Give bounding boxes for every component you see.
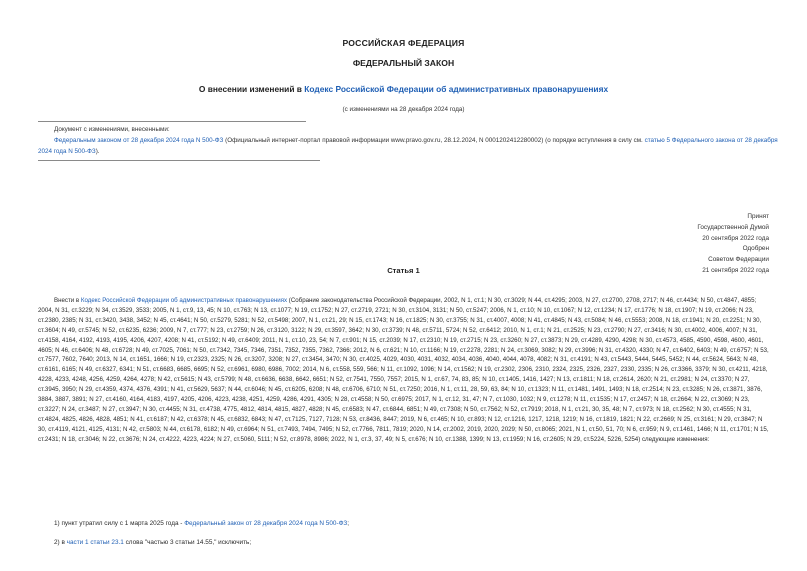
- law-title: [0, 84, 807, 94]
- amending-law-link[interactable]: Федеральным законом от 28 декабря 2024 года N 500-ФЗ: [54, 136, 224, 144]
- council-date: 21 сентября 2022 года: [702, 266, 769, 274]
- article-heading: Статья 1: [387, 266, 420, 275]
- country-heading: РОССИЙСКАЯ ФЕДЕРАЦИЯ: [342, 38, 465, 48]
- duma-date: 20 сентября 2022 года: [702, 234, 769, 242]
- article-intro: [38, 296, 770, 445]
- publication-info: (Официальный интернет-портал правовой информации www.pravo.gov.ru, 28.12.2024, N 0001202412280002) (о порядке вступления в силу см.: [223, 136, 645, 144]
- law-title-prefix: О внесении изменений в: [198, 84, 305, 94]
- article-intro-prefix: Внести в: [54, 297, 81, 304]
- changes-closing: ).: [95, 147, 100, 155]
- item-1: [38, 519, 794, 529]
- top-divider: [38, 121, 306, 122]
- article-citations: (Собрание законодательства Российской Федерации, 2002, N 1, ст.1; N 30, ст.3029; N 44, ст.4295; 2003, N 27, ст.2700, 2708, 2717; N 46, ст.4434; N 50, ст.4847, 4855; 2004, N 31, ст.3229; N 34, ст.3529, 3533; 2005, N 1, ст.9, 13, 45; N 10, ст.763; N 13, ст.1077; N 19, ст.1752; N 27, ст.2719, 2721; N 30, ст.3104, 3131; N 50, ст.5247; 2006, N 1, ст.10; N 10, ст.1067; N 12, ст.1234; N 17, ст.1776; N 18, ст.1907; N 19, ст.2066; N 23, ст.2380, 2385; N 31, ст.3420, 3438, 3452; N 45, ст.4641; N 50, ст.5279, 5281; N 52, ст.5498; 2007, N 1, ст.21, 29; N 15, ст.1743; N 16, ст.1825; N 30, ст.3755; N 31, ст.4007, 4008; N 41, ст.4845; N 43, ст.5084; N 46, ст.5553; 2008, N 18, ст.1941; N 20, ст.2251; N 30, ст.3604; N 49, ст.5745; N 52, ст.6235, 6236; 2009, N 7, ст.777; N 23, ст.2759; N 26, ст.3120, 3122; N 29, ст.3597, 3642; N 30, ст.3739; N 48, ст.5711, 5724; N 52, ст.6412; 2010, N 1, ст.1; N 21, ст.2525; N 23, ст.2790; N 27, ст.3416; N 30, ст.4002, 4006, 4007; N 31, ст.4158, 4164, 4192, 4193, 4195, 4206, 4207, 4208; N 41, ст.5192; N 49, ст.6409; 2011, N 1, ст.10, 23, 54; N 7, ст.901; N 15, ст.2039; N 17, ст.2310; N 19, ст.2715; N 23, ст.3260; N 27, ст.3873; N 29, ст.4289, 4290, 4298; N 30, ст.4573, 4585, 4590, 4598, 4600, 4601, 4605; N 46, ст.6406; N 48, ст.6728; N 49, ст.7025, 7061; N 50, ст.7342, 7345, 7346, 7351, 7352, 7355, 7362, 7366; 2012, N 6, ст.621; N 10, ст.1166; N 19, ст.2278, 2281; N 24, ст.3069, 3082; N 29, ст.3996; N 31, ст.4320, 4330; N 47, ст.6402, 6403; N 49, ст.6757; N 53, ст.7577, 7602, 7640; 2013, N 14, ст.1651, 1666; N 19, ст.2323, 2325; N 26, ст.3207, 3208; N 27, ст.3454, 3470; N 30, ст.4025, 4029, 4030, 4031, 4032, 4034, 4036, 4040, 4044, 4078, 4082; N 31, ст.4191; N 43, ст.5443, 5444, 5445, 5452; N 44, ст.5624, 5643; N 48, ст.6161, 6165; N 49, ст.6327, 6341; N 51, ст.6683, 6685, 6695; N 52, ст.6961, 6980, 6986, 7002; 2014, N 6, ст.558, 559, 566; N 11, ст.1092, 1096; N 14, ст.1562; N 19, ст.2302, 2306, 2310, 2324, 2325, 2326, 2327, 2330, 2335; N 26, ст.3366, 3379; N 30, ст.4211, 4218, 4228, 4233, 4248, 4256, 4259, 4264, 4278; N 42, ст.5615; N 43, ст.5799; N 48, ст.6636, 6638, 6642, 6651; N 52, ст.7541, 7550, 7557; 2015, N 1, ст.67, 74, 83, 85; N 10, ст.1405, 1416, 1427; N 13, ст.1811; N 18, ст.2614, 2620; N 21, ст.2981; N 24, ст.3370; N 27, ст.3945, 3950; N 29, ст.4359, 4374, 4376, 4391; N 41, ст.5629, 5637; N 44, ст.6046; N 45, ст.6205, 6208; N 48, ст.6706, 6710; N 51, ст.7250; 2016, N 1, ст.11, 28, 59, 63, 84; N 10, ст.1323; N 11, ст.1481, 1491, 1493; N 18, ст.2514; N 23, ст.3285; N 26, ст.3871, 3876, 3884, 3887, 3891; N 27, ст.4160, 4164, 4183, 4197, 4205, 4206, 4223, 4238, 4251, 4259, 4286, 4291, 4305; N 28, ст.4558; N 50, ст.6975; 2017, N 1, ст.12, 31, 47; N 7, ст.1030, 1032; N 9, ст.1278; N 11, ст.1535; N 17, ст.2457; N 18, ст.2664; N 22, ст.3069; N 23, ст.3227; N 24, ст.3487; N 27, ст.3947; N 30, ст.4455; N 31, ст.4738, 4775, 4812, 4814, 4815, 4827, 4828; N 45, ст.6583; N 47, ст.6844, 6851; N 49, ст.7308; N 50, ст.7562; N 52, ст.7919; 2018, N 1, ст.21, 30, 35, 48; N 7, ст.973; N 18, ст.2562; N 30, ст.4555; N 31, ст.4824, 4825, 4826, 4828, 4851; N 41, ст.6187; N 42, ст.6378; N 45, ст.6832, 6843; N 47, ст.7125, 7127, 7128; N 53, ст.8436, 8447; 2019, N 6, ст.465; N 10, ст.893; N 12, ст.1216, 1217, 1218, 1219; N 16, ст.1819, 1821; N 22, ст.2669; N 25, ст.3161; N 29, ст.3847; N 30, ст.4119, 4121, 4125, 4131; N 42, ст.5803; N 44, ст.6178, 6182; N 49, ст.6964; N 51, ст.7493, 7494, 7495; N 52, ст.7766, 7811, 7819; 2020, N 14, ст.2002, 2019, 2020, 2029; N 50, ст.8065; 2021, N 1, ст.50, 51, 70; N 6, ст.959; N 9, ст.1461, 1466; N 11, ст.1701; N 15, ст.2431; N 18, ст.3046; N 22, ст.3676; N 24, ст.4222, 4223, 4224; N 27, ст.5060, 5111; N 52, ст.8978, 8986; 2022, N 1, ст.3, 37, 49; N 5, ст.676; N 10, ст.1388, 1399; N 13, ст.1959; N 16, ст.2605; N 29, ст.5224, 5226, 5254) следующие изменения:: [38, 297, 769, 443]
- adopted-label: Принят: [747, 213, 769, 220]
- article-5-link[interactable]: статью 5 Федерального закона от 28 декабря 2024 года N 500-ФЗ: [38, 136, 778, 155]
- item-1-text: 1) пункт утратил силу с 1 марта 2025 года -: [54, 520, 185, 527]
- codex-title-link[interactable]: Кодекс Российской Федерации об административных правонарушениях: [304, 84, 609, 94]
- changes-intro: Документ с изменениями, внесенными:: [54, 126, 170, 133]
- item-2: [38, 538, 794, 548]
- bottom-divider: [38, 160, 320, 161]
- article-codex-link[interactable]: Кодекс Российской Федерации об административных правонарушениях: [80, 297, 288, 304]
- changes-block: [38, 125, 778, 157]
- edition-note: (с изменениями на 28 декабря 2024 года): [342, 106, 465, 113]
- changes-details: [38, 136, 778, 158]
- item-2-article-link[interactable]: части 1 статьи 23.1: [66, 539, 124, 546]
- item-2-tail: слова "частью 3 статьи 14.55," исключить;: [123, 539, 252, 546]
- approved-label: Одобрен: [742, 245, 769, 253]
- council-label: Советом Федерации: [708, 256, 769, 264]
- item-1-tail: ;: [347, 520, 350, 527]
- item-2-prefix: 2) в: [54, 539, 67, 546]
- item-1-law-link[interactable]: Федеральный закон от 28 декабря 2024 года N 500-ФЗ: [184, 520, 348, 527]
- duma-label: Государственной Думой: [697, 223, 769, 231]
- law-type-heading: ФЕДЕРАЛЬНЫЙ ЗАКОН: [352, 58, 455, 68]
